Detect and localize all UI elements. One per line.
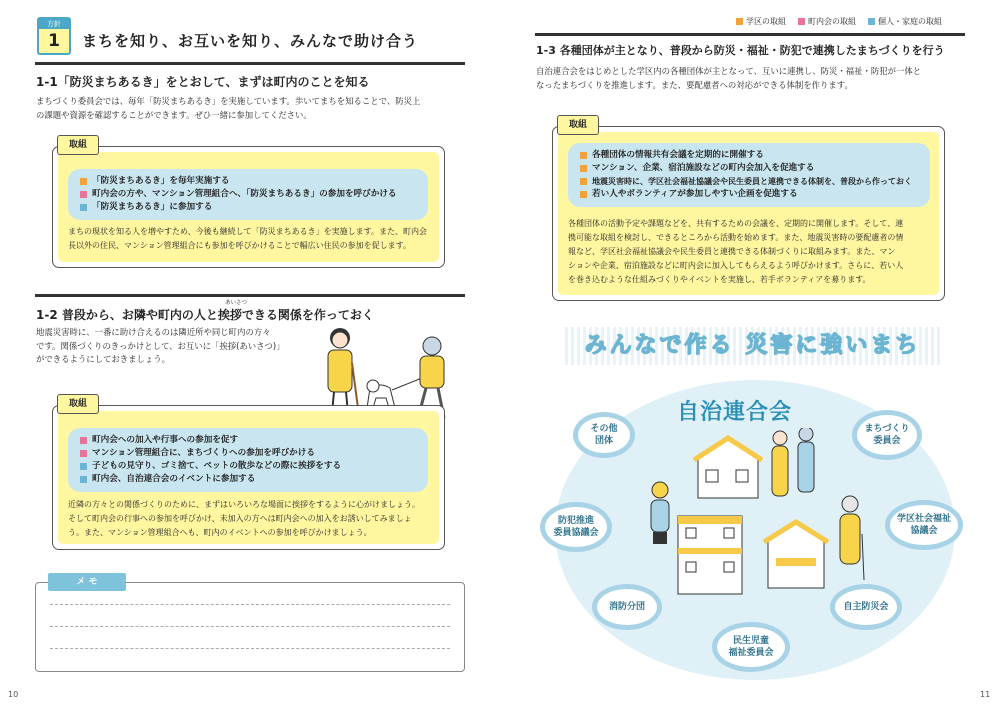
torikumi-list — [568, 143, 930, 207]
list-item-text: 若い人やボランティアが参加しやすい企画を促進する — [592, 189, 798, 199]
section-1-2-body — [36, 326, 285, 367]
divider — [535, 33, 965, 36]
note-line: そして町内会の行事への参加を呼びかけ、未加入の方へは町内会への加入をお誘いしてみましょ — [68, 514, 412, 523]
banner: みんなで作る 災害に強いまち — [565, 327, 940, 365]
org-label: 自主防災会 — [843, 602, 889, 612]
org-label: その他 団体 — [590, 424, 618, 446]
divider — [35, 62, 465, 65]
page-number-left: 10 — [8, 690, 19, 699]
torikumi-note — [68, 225, 427, 252]
org-label: 学区社会福祉 協議会 — [896, 514, 951, 536]
bullet-icon — [580, 165, 587, 172]
torikumi-list — [68, 169, 428, 220]
org-machizukuri — [852, 410, 922, 460]
note-line: 報など、学区社会福祉協議会や民生委員と連携できる体制づくりに取組みます。また、マン — [568, 247, 896, 256]
list-item — [580, 188, 918, 201]
list-item — [80, 434, 416, 447]
note-line: う。また、マンション管理組合へも、町内のイベントへの参加を呼びかけましょう。 — [68, 528, 372, 537]
bullet-icon — [580, 191, 587, 198]
org-gakku-shakyo — [885, 500, 963, 550]
org-label: 民生児童 福祉委員会 — [728, 636, 774, 658]
policy-tag: 方針 — [39, 19, 69, 29]
list-item-text: マンション管理組合に、まちづくりへの参加を呼びかける — [92, 448, 315, 458]
list-item-text: 各種団体の情報共有会議を定期的に開催する — [592, 150, 764, 160]
bullet-icon — [80, 463, 87, 470]
section-1-1-title: 1-1「防災まちあるき」をとおして、まずは町内のことを知る — [36, 75, 370, 89]
torikumi-tag: 取組 — [557, 115, 599, 135]
list-item — [580, 162, 918, 175]
legend — [736, 16, 942, 27]
list-item — [80, 201, 416, 214]
torikumi-box-1-1 — [52, 140, 445, 268]
legend-label: 学区の取組 — [746, 17, 786, 26]
list-item — [80, 473, 416, 486]
body-line: の課題や資源を確認することができます。ぜひ一緒に参加してください。 — [36, 109, 312, 120]
memo-line — [50, 604, 450, 605]
list-item-text: 地震災害時に、学区社会福祉協議会や民生委員と連携できる体制を、普段から作っておく — [592, 177, 912, 186]
town-illustration — [640, 428, 840, 598]
page-number-right: 11 — [980, 690, 991, 699]
policy-title: まちを知り、お互いを知り、みんなで助け合う — [82, 32, 419, 50]
legend-item — [798, 16, 856, 27]
ruby-aisatsu: あいさつ — [225, 300, 248, 306]
policy-number: 1 — [48, 31, 60, 51]
org-minsei — [712, 622, 790, 672]
body-line: ができるようにしておきましょう。 — [36, 354, 170, 364]
list-item — [80, 447, 416, 460]
body-line: 地震災害時に、一番に助け合えるのは隣近所や同じ町内の方々 — [36, 327, 271, 337]
body-line: なったまちづくりを推進します。また、要配慮者への対応ができる体制を作ります。 — [536, 79, 853, 90]
elderly-woman-illustration — [832, 494, 872, 584]
bullet-icon — [580, 152, 587, 159]
bullet-icon — [80, 191, 87, 198]
torikumi-box-1-2 — [52, 399, 445, 550]
section-1-2-title: 1-2 普段から、お隣や町内の人と挨拶できる関係を作っておく — [36, 308, 374, 322]
torikumi-tag: 取組 — [57, 135, 99, 155]
torikumi-note — [568, 217, 903, 287]
memo-line — [50, 648, 450, 649]
note-line: まちの現状を知る人を増やすため、今後も継続して「防災まちあるき」を実施します。また、町内会 — [68, 227, 428, 236]
list-item — [580, 149, 918, 162]
bullet-icon — [580, 178, 587, 185]
org-shobo — [592, 584, 662, 630]
list-item — [80, 175, 416, 188]
list-item-text: 子どもの見守り、ゴミ捨て、ペットの散歩などの際に挨拶をする — [92, 461, 342, 471]
memo-box — [35, 582, 465, 672]
list-item — [580, 175, 918, 188]
note-line: 長以外の住民、マンション管理組合にも参加を呼びかけることで幅広い住民の参加を促します。 — [68, 240, 411, 250]
legend-item — [736, 16, 786, 27]
note-line: 各種団体の活動予定や課題などを、共有するための会議を、定期的に開催します。そして、連 — [568, 219, 904, 228]
legend-label: 個人・家庭の取組 — [878, 17, 942, 26]
section-1-3-title: 1-3 各種団体が主となり、普段から防災・福祉・防犯で連携したまちづくりを行う — [536, 44, 945, 57]
section-1-1-body — [36, 95, 420, 122]
center-title: 自治連合会 — [677, 400, 793, 425]
list-item-text: 町内会の方や、マンション管理組合へ、「防災まちあるき」の参加を呼びかける — [92, 189, 397, 199]
bullet-icon — [80, 204, 87, 211]
org-label: 防犯推進 委員協議会 — [553, 516, 599, 538]
torikumi-box-1-3 — [552, 120, 945, 301]
org-sonota — [573, 412, 635, 458]
body-line: まちづくり委員会では、毎年「防災まちあるき」を実施しています。歩いてまちを知ることで、防災上 — [36, 96, 421, 106]
list-item-text: 町内会、自治連合会のイベントに参加する — [92, 474, 256, 484]
policy-badge — [37, 17, 71, 55]
note-line: 近隣の方々との関係づくりのために、まずはいろいろな場面に挨拶をするように心がけましょう。 — [68, 500, 420, 509]
org-bohan — [540, 502, 612, 552]
section-1-3-body — [536, 65, 921, 92]
note-line: ションや企業、宿泊施設などに町内会に加入してもらえるよう呼びかけます。さらに、若い人 — [568, 261, 904, 270]
torikumi-note — [68, 498, 420, 540]
list-item-text: マンション、企業、宿泊施設などの町内会加入を促進する — [592, 163, 815, 173]
bullet-icon — [80, 178, 87, 185]
bullet-icon — [80, 450, 87, 457]
note-line: 携可能な取組を検討し、できるところから活動を始めます。また、地震災害時の要配慮者の情 — [568, 233, 904, 242]
memo-tag: メ モ — [48, 573, 126, 591]
org-label: 消防分団 — [608, 602, 645, 612]
torikumi-tag: 取組 — [57, 394, 99, 414]
list-item — [80, 188, 416, 201]
note-line: を巻き込むような仕組みづくりやイベントを実施し、若手ボランティアを募ります。 — [568, 275, 871, 284]
list-item-text: 「防災まちあるき」を毎年実施する — [92, 176, 230, 186]
body-line: 自治連合会をはじめとした学区内の各種団体が主となって、互いに連携し、防災・福祉・防犯が一体と — [536, 66, 922, 76]
body-line: です。関係づくりのきっかけとして、お互いに「挨拶(あいさつ)」 — [36, 340, 285, 351]
list-item-text: 町内会への加入や行事への参加を促す — [92, 435, 239, 445]
org-jishubosai — [830, 584, 902, 630]
memo-line — [50, 626, 450, 627]
divider — [35, 294, 465, 297]
bullet-icon — [80, 437, 87, 444]
org-label: まちづくり 委員会 — [864, 424, 910, 446]
torikumi-list — [68, 428, 428, 492]
legend-label: 町内会の取組 — [808, 17, 856, 26]
bullet-icon — [80, 476, 87, 483]
legend-item — [868, 16, 942, 27]
list-item — [80, 460, 416, 473]
list-item-text: 「防災まちあるき」に参加する — [92, 202, 213, 212]
